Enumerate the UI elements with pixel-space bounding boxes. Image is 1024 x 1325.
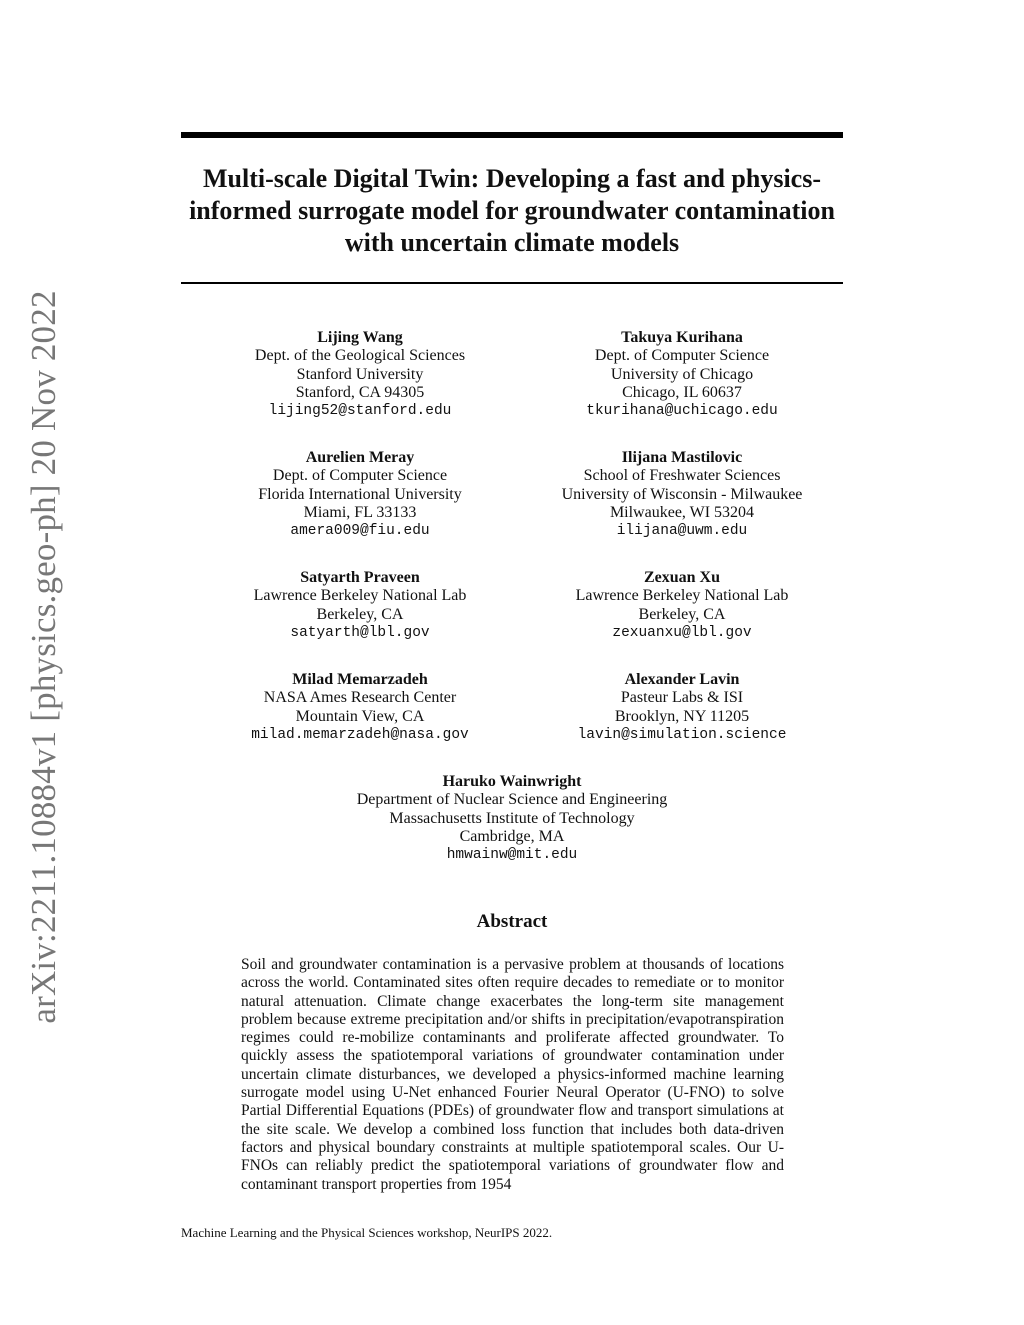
arxiv-identifier-text: arXiv:2211.10884v1 [physics.geo-ph] 20 Nov 2022 xyxy=(24,290,63,1024)
author-affiliation-line: Cambridge, MA xyxy=(459,827,565,845)
paper-title: Multi-scale Digital Twin: Developing a fast and physics-informed surrogate model for groundwater contamination with uncertain climate models xyxy=(189,164,835,257)
author-name: Takuya Kurihana xyxy=(621,329,743,346)
author-affiliation-line: Dept. of Computer Science xyxy=(594,347,770,365)
title-bottom-rule xyxy=(181,282,843,284)
author-affiliation-line: Berkeley, CA xyxy=(316,605,404,623)
author-affiliation-line: Dept. of Computer Science xyxy=(272,467,448,485)
author-email: satyarth@lbl.gov xyxy=(290,624,430,641)
author-affiliation-line: University of Chicago xyxy=(610,365,754,383)
author-affiliation-line: University of Wisconsin - Milwaukee xyxy=(561,485,803,503)
author-block xyxy=(200,671,520,745)
author-affiliation-line: Lawrence Berkeley National Lab xyxy=(575,587,789,605)
author-affiliation-line: Stanford, CA 94305 xyxy=(295,383,425,401)
author-email: milad.memarzadeh@nasa.gov xyxy=(251,726,469,743)
author-block xyxy=(522,329,842,421)
author-affiliation-line: Miami, FL 33133 xyxy=(303,503,417,521)
venue-footnote: Machine Learning and the Physical Sciences workshop, NeurIPS 2022. xyxy=(181,1225,553,1240)
author-name: Zexuan Xu xyxy=(643,569,721,586)
author-affiliation-line: Dept. of the Geological Sciences xyxy=(254,347,466,365)
author-affiliation-line: Brooklyn, NY 11205 xyxy=(614,707,750,725)
author-affiliation-line: Mountain View, CA xyxy=(295,707,425,725)
author-name: Haruko Wainwright xyxy=(442,773,582,790)
author-block xyxy=(200,569,520,643)
author-name: Ilijana Mastilovic xyxy=(621,449,743,466)
author-affiliation-line: School of Freshwater Sciences xyxy=(583,467,781,485)
author-affiliation-line: Berkeley, CA xyxy=(638,605,726,623)
author-email: amera009@fiu.edu xyxy=(290,523,430,540)
author-affiliation-line: Florida International University xyxy=(258,485,462,503)
author-affiliation-line: Lawrence Berkeley National Lab xyxy=(253,587,467,605)
author-name: Satyarth Praveen xyxy=(300,569,420,586)
title-top-rule xyxy=(181,132,843,138)
author-name: Alexander Lavin xyxy=(624,671,740,688)
author-block xyxy=(522,449,842,541)
author-affiliation-line: Pasteur Labs & ISI xyxy=(620,689,744,707)
abstract-text: Soil and groundwater contamination is a pervasive problem at thousands of locations across the world. Contaminated sites often require decades to remediate or to monitor natural attenuation. Climate change exacerbates the long-term site management problem because extreme precipitation and/or shifts in precipitation/evapotranspiration regimes could re-mobilize contaminants and proliferate affected groundwater. To quickly assess the spatiotemporal variations of groundwater contamination under uncertain climate disturbances, we developed a physics-informed machine learning surrogate model using U-Net enhanced Fourier Neural Operator (U-FNO) to solve Partial Differential Equations (PDEs) of groundwater flow and transport simulations at the site scale. We develop a combined loss function that includes both data-driven factors and physical boundary constraints at multiple spatiotemporal scales. Our U-FNOs can reliably predict the spatiotemporal variations of groundwater flow and contaminant transport properties from 1954 xyxy=(241,956,784,1193)
author-name: Milad Memarzadeh xyxy=(292,671,428,688)
author-affiliation-line: NASA Ames Research Center xyxy=(263,689,457,707)
author-affiliation-line: Stanford University xyxy=(296,365,424,383)
author-email: hmwainw@mit.edu xyxy=(446,847,578,864)
author-email: ilijana@uwm.edu xyxy=(616,523,748,540)
author-block xyxy=(522,671,842,745)
author-email: zexuanxu@lbl.gov xyxy=(612,624,752,641)
author-block xyxy=(200,449,520,541)
author-affiliation-line: Chicago, IL 60637 xyxy=(622,383,742,401)
author-affiliation-line: Department of Nuclear Science and Engineering xyxy=(356,791,668,809)
author-affiliation-line: Massachusetts Institute of Technology xyxy=(389,809,635,827)
author-name: Aurelien Meray xyxy=(305,449,415,466)
author-email: lijing52@stanford.edu xyxy=(268,403,452,420)
author-block xyxy=(200,329,520,421)
abstract-heading: Abstract xyxy=(476,911,548,932)
author-name: Lijing Wang xyxy=(317,329,403,346)
author-block xyxy=(522,569,842,643)
author-email: lavin@simulation.science xyxy=(577,726,787,743)
author-block xyxy=(312,773,712,865)
author-email: tkurihana@uchicago.edu xyxy=(586,403,778,420)
author-affiliation-line: Milwaukee, WI 53204 xyxy=(609,503,755,521)
